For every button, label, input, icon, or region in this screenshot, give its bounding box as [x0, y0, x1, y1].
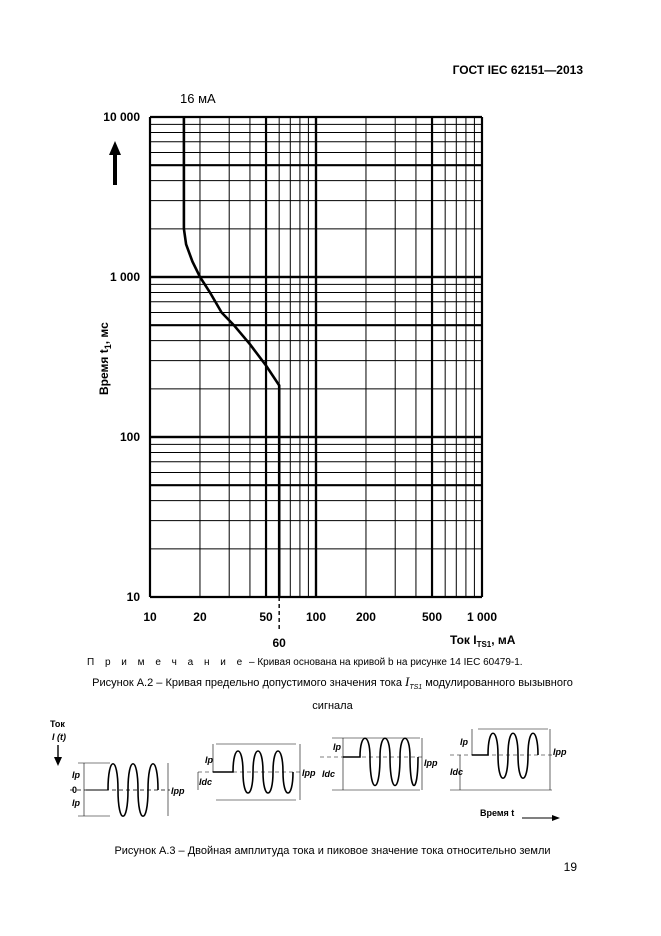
y-axis-label-sub: 1	[103, 344, 113, 350]
y-axis-arrow-head-icon	[109, 141, 121, 155]
fig3-x-label: Время t	[480, 808, 515, 818]
note-prefix: П р и м е ч а н и е	[87, 657, 247, 668]
x-tick-label: 500	[422, 610, 443, 624]
y-axis-label-text: Время t	[97, 349, 111, 395]
x-axis-label-unit: , мА	[491, 633, 516, 647]
figure-a2-caption	[60, 673, 605, 715]
p2-waveform	[213, 751, 293, 793]
marker-60-label: 60	[272, 636, 286, 650]
caption-a2-text: Рисунок А.2 – Кривая предельно допустимого значения тока	[92, 677, 405, 689]
y-axis-label	[97, 322, 113, 395]
p1-zero-label: 0	[72, 785, 78, 795]
p3-ipp-label: Ipp	[424, 758, 438, 768]
x-axis-label-text: Ток I	[450, 633, 477, 647]
p2-ipp-label: Ipp	[302, 768, 316, 778]
y-tick-label: 10 000	[103, 110, 140, 124]
page-number: 19	[563, 860, 577, 874]
y-axis-label-unit: , мс	[97, 322, 111, 345]
p4-waveform	[472, 733, 538, 778]
document-id: ГОСТ IEC 62151—2013	[452, 63, 583, 77]
p3-idc-label: Idc	[322, 769, 336, 779]
y-axis-arrow-icon	[113, 150, 117, 185]
p2-idc-label: Idc	[199, 777, 213, 787]
caption-a2-text-end: модулированного вызывного	[422, 677, 573, 689]
y-tick-label: 1 000	[109, 270, 140, 284]
y-tick-label: 10	[126, 590, 140, 604]
fig3-arrow-down-icon	[54, 757, 62, 766]
x-tick-label: 10	[143, 610, 157, 624]
curve-label: 16 мА	[180, 91, 216, 106]
fig3-y-label-1: Ток	[50, 719, 65, 729]
caption-a2-line2: сигнала	[312, 700, 353, 713]
x-axis-label	[450, 633, 516, 649]
p3-ip-label: Ip	[333, 742, 341, 752]
p1-ip-label-2: Ip	[72, 798, 80, 808]
p1-waveform	[108, 764, 158, 817]
figure-note	[87, 657, 523, 668]
p3-waveform	[343, 738, 418, 785]
fig3-x-arrow-icon	[552, 815, 560, 821]
note-text: – Кривая основана на кривой b на рисунке 14 IEC 60479-1.	[246, 657, 523, 668]
x-axis-label-sub: TS1	[476, 640, 492, 649]
caption-a2-sub: TS1	[409, 684, 423, 692]
fig3-y-label-2: I (t)	[52, 732, 66, 742]
x-tick-label: 50	[259, 610, 273, 624]
p2-ip-label: Ip	[205, 755, 213, 765]
p1-ip-label: Ip	[72, 770, 80, 780]
p1-ipp-label: Ipp	[171, 786, 185, 796]
p4-idc-label: Idc	[450, 767, 464, 777]
x-tick-label: 100	[305, 610, 327, 624]
x-tick-label: 1 000	[466, 610, 498, 624]
svg-text:Время t1, мс	[97, 322, 113, 395]
figure-a3-caption: Рисунок А.3 – Двойная амплитуда тока и пиковое значение тока относительно земли	[114, 845, 551, 857]
x-tick-label: 20	[193, 610, 207, 624]
p4-ip-label: Ip	[460, 737, 468, 747]
x-tick-label: 200	[355, 610, 376, 624]
y-tick-label: 100	[119, 430, 140, 444]
limit-curve	[184, 117, 279, 597]
p4-ipp-label: Ipp	[553, 747, 567, 757]
caption-a2-symbol: I	[405, 674, 410, 689]
